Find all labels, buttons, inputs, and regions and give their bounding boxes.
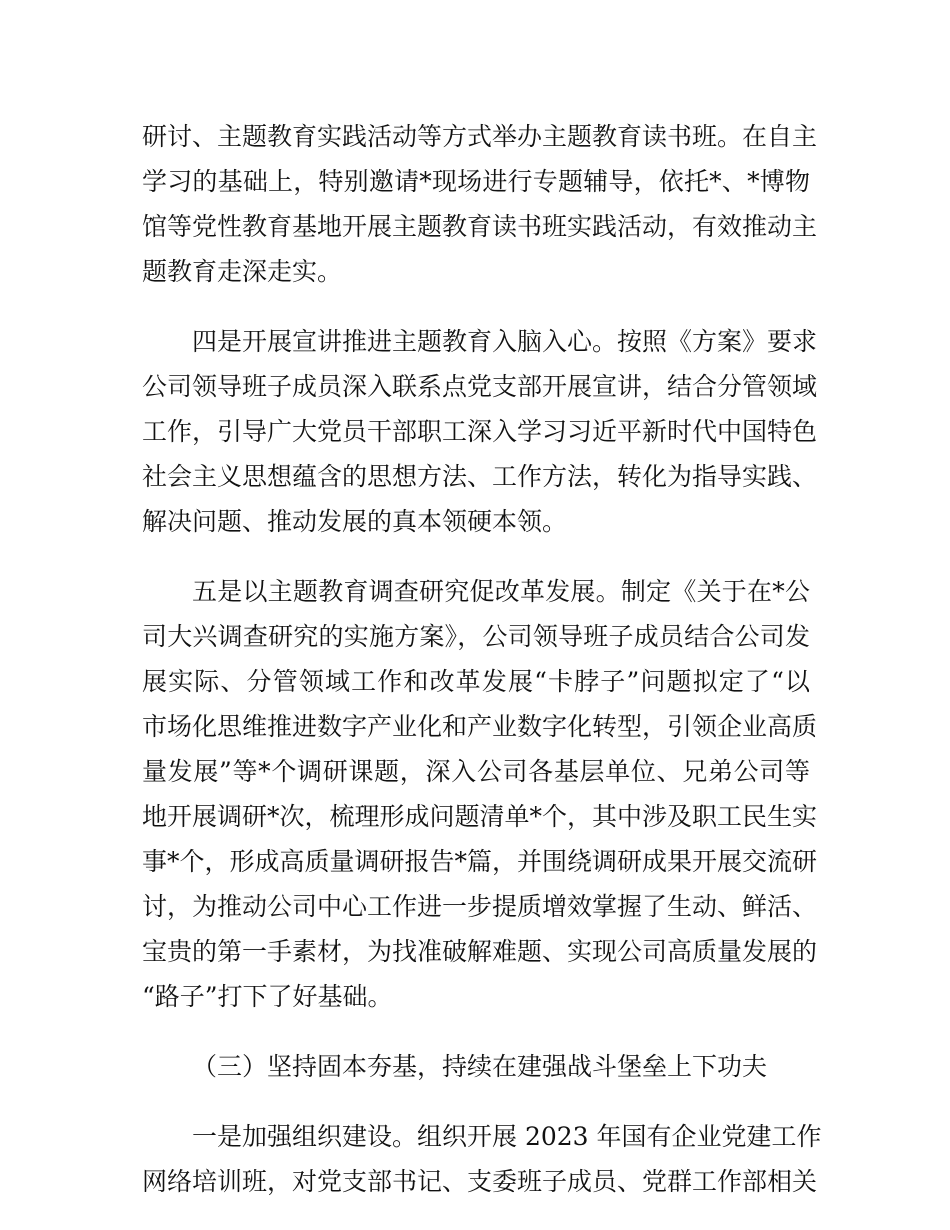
text-line: 司大兴调查研究的实施方案》，公司领导班子成员结合公司发 xyxy=(142,622,810,651)
paragraph-first-line: 五是以主题教育调查研究促改革发展。制定《关于在*公 xyxy=(192,577,810,606)
text-line: 公司领导班子成员深入联系点党支部开展宣讲，结合分管领域 xyxy=(142,372,818,401)
text-line: 地开展调研*次，梳理形成问题清单*个，其中涉及职工民生实 xyxy=(142,802,818,831)
text-line: 题教育走深走实。 xyxy=(142,257,343,286)
text-line: 展实际、分管领域工作和改革发展“卡脖子”问题拟定了“以 xyxy=(142,667,810,696)
text-line: 工作，引导广大党员干部职工深入学习习近平新时代中国特色 xyxy=(142,417,818,446)
text-line: 学习的基础上，特别邀请*现场进行专题辅导，依托*、*博物 xyxy=(142,167,810,196)
text-line: “路子”打下了好基础。 xyxy=(142,982,393,1011)
paragraph-first-line: 四是开展宣讲推进主题教育入脑入心。按照《方案》要求 xyxy=(192,327,818,356)
text-line: 市场化思维推进数字产业化和产业数字化转型，引领企业高质 xyxy=(142,712,818,741)
section-heading: （三）坚持固本夯基，持续在建强战斗堡垒上下功夫 xyxy=(192,1052,768,1081)
text-line: 宝贵的第一手素材，为找准破解难题、实现公司高质量发展的 xyxy=(142,937,818,966)
text-line: 量发展”等*个调研课题，深入公司各基层单位、兄弟公司等 xyxy=(142,757,810,786)
text-line: 事*个，形成高质量调研报告*篇，并围绕调研成果开展交流研 xyxy=(142,847,818,876)
text-line: 社会主义思想蕴含的思想方法、工作方法，转化为指导实践、 xyxy=(142,462,818,491)
text-line: 馆等党性教育基地开展主题教育读书班实践活动，有效推动主 xyxy=(142,212,818,241)
text-line: 网络培训班，对党支部书记、支委班子成员、党群工作部相关 xyxy=(142,1167,818,1196)
text-line: 解决问题、推动发展的真本领硬本领。 xyxy=(142,507,568,536)
text-line: 研讨、主题教育实践活动等方式举办主题教育读书班。在自主 xyxy=(142,122,818,151)
text-line: 讨，为推动公司中心工作进一步提质增效掌握了生动、鲜活、 xyxy=(142,892,818,921)
paragraph-first-line: 一是加强组织建设。组织开展 2023 年国有企业党建工作 xyxy=(192,1122,822,1151)
